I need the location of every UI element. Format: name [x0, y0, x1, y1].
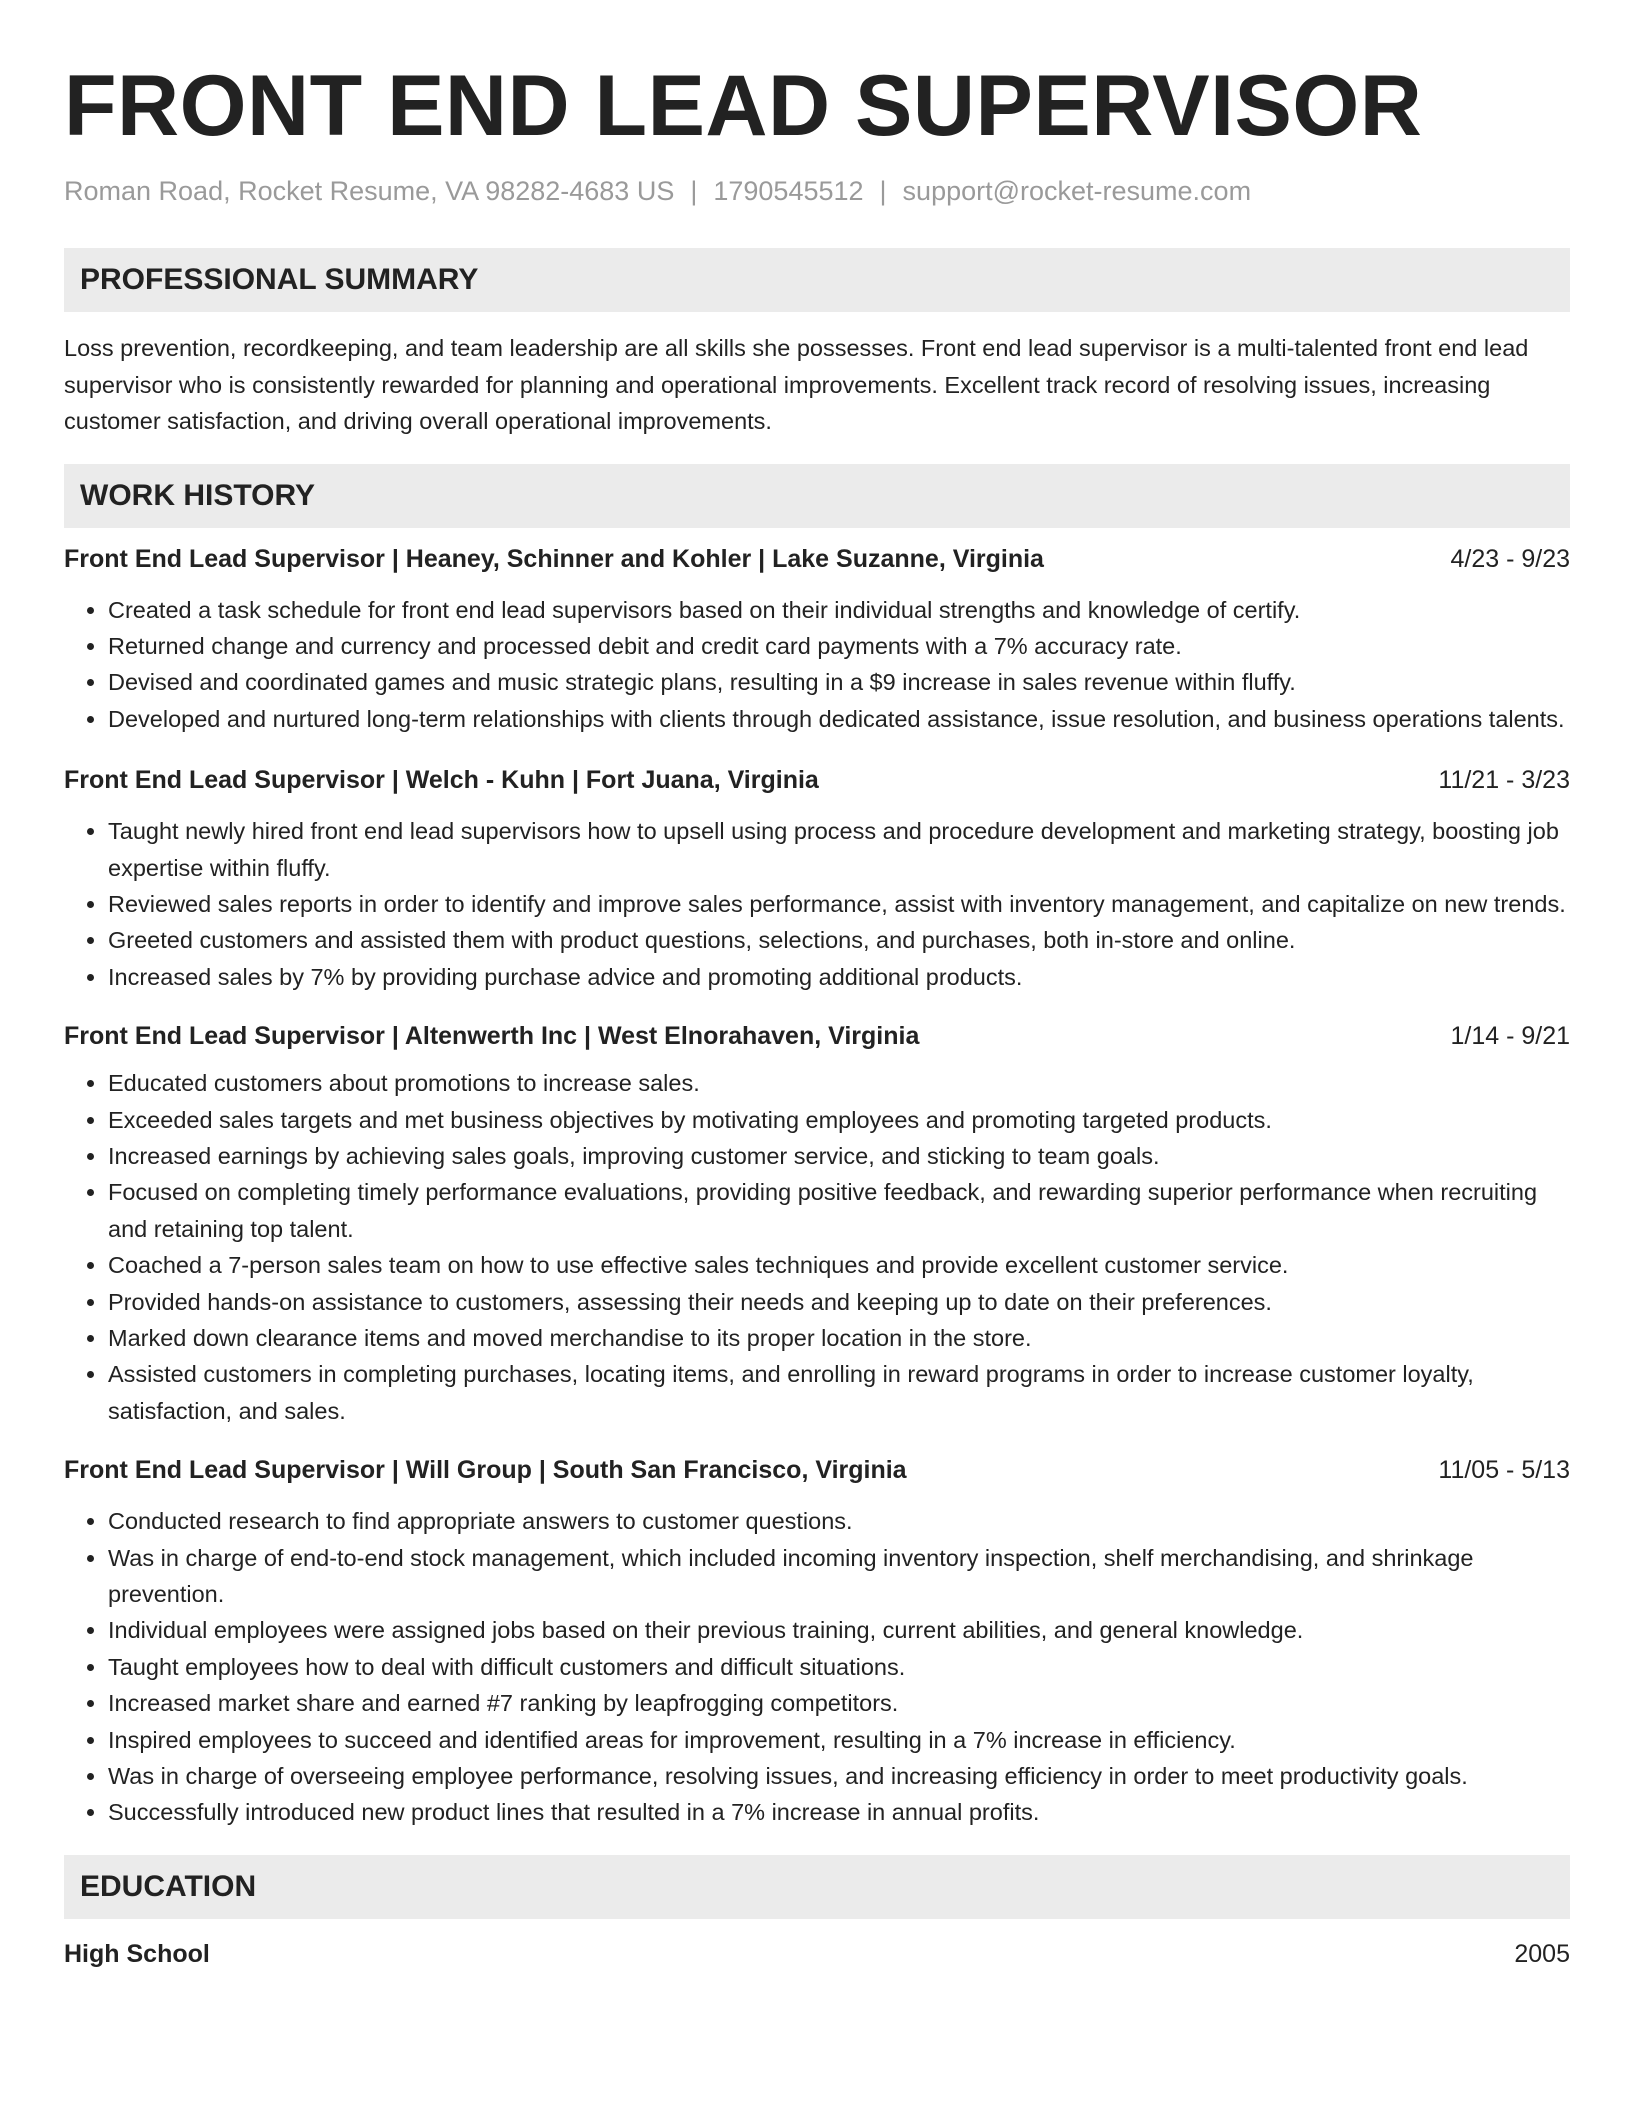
contact-email: support@rocket-resume.com [902, 176, 1252, 206]
list-item: • Conducted research to find appropriate answers to customer questions. [108, 1503, 1570, 1539]
job-title: Front End Lead Supervisor | Altenwerth Inc | West Elnorahaven, Virginia [64, 1022, 920, 1051]
list-item: • Developed and nurtured long-term relationships with clients through dedicated assistance, issue resolution, and business operations talents. [108, 701, 1570, 737]
list-item: • Was in charge of overseeing employee performance, resolving issues, and increasing efficiency in order to meet productivity goals. [108, 1758, 1570, 1794]
list-item: • Focused on completing timely performance evaluations, providing positive feedback, and rewarding superior performance when recruiting and retaining top talent. [108, 1174, 1570, 1247]
job-header [64, 542, 1570, 576]
job-dates: 11/21 - 3/23 [1438, 766, 1570, 795]
list-item: • Inspired employees to succeed and identified areas for improvement, resulting in a 7% increase in efficiency. [108, 1722, 1570, 1758]
job-header [64, 1453, 1570, 1487]
job-title: Front End Lead Supervisor | Will Group | South San Francisco, Virginia [64, 1456, 907, 1485]
job-entry [64, 542, 1570, 738]
education-entry [64, 1937, 1570, 1971]
job-title: Front End Lead Supervisor | Heaney, Schinner and Kohler | Lake Suzanne, Virginia [64, 544, 1044, 573]
list-item: • Marked down clearance items and moved merchandise to its proper location in the store. [108, 1320, 1570, 1356]
summary-text: Loss prevention, recordkeeping, and team leadership are all skills she possesses. Front end lead supervisor is a multi-talented front end lead supervisor who is consistently rewarded for planning and operational improvements. Excellent track record of resolving issues, increasing customer satisfaction, and driving overall operational improvements. [64, 335, 1529, 434]
job-header [64, 763, 1570, 797]
list-item: • Increased market share and earned #7 ranking by leapfrogging competitors. [108, 1685, 1570, 1721]
education-heading: EDUCATION [64, 1855, 1570, 1919]
job-bullets [64, 1503, 1570, 1831]
list-item: • Reviewed sales reports in order to identify and improve sales performance, assist with inventory management, and capitalize on new trends. [108, 886, 1570, 922]
job-bullets [64, 1065, 1570, 1429]
list-item: • Taught newly hired front end lead supervisors how to upsell using process and procedure development and marketing strategy, boosting job expertise within fluffy. [108, 813, 1570, 886]
list-item: • Educated customers about promotions to increase sales. [108, 1065, 1570, 1101]
list-item: • Was in charge of end-to-end stock management, which included incoming inventory inspection, shelf merchandising, and shrinkage prevention. [108, 1540, 1570, 1613]
resume-page [64, 0, 1570, 1971]
job-entry [64, 1453, 1570, 1831]
list-item: • Increased earnings by achieving sales goals, improving customer service, and sticking to team goals. [108, 1138, 1570, 1174]
list-item: • Successfully introduced new product lines that resulted in a 7% increase in annual profits. [108, 1794, 1570, 1830]
list-item: • Increased sales by 7% by providing purchase advice and promoting additional products. [108, 959, 1570, 995]
contact-address: Roman Road, Rocket Resume, VA 98282-4683 US [64, 176, 675, 206]
page-title: FRONT END LEAD SUPERVISOR [64, 58, 1423, 154]
contact-separator: | [879, 176, 887, 206]
list-item: • Provided hands-on assistance to customers, assessing their needs and keeping up to date on their preferences. [108, 1284, 1570, 1320]
job-title: Front End Lead Supervisor | Welch - Kuhn | Fort Juana, Virginia [64, 766, 819, 795]
list-item: • Assisted customers in completing purchases, locating items, and enrolling in reward programs in order to increase customer loyalty, satisfaction, and sales. [108, 1356, 1570, 1429]
job-dates: 11/05 - 5/13 [1438, 1456, 1570, 1485]
job-dates: 1/14 - 9/21 [1450, 1022, 1570, 1051]
summary-heading: PROFESSIONAL SUMMARY [64, 248, 1570, 312]
list-item: • Coached a 7-person sales team on how to use effective sales techniques and provide excellent customer service. [108, 1247, 1570, 1283]
list-item: • Exceeded sales targets and met business objectives by motivating employees and promoting targeted products. [108, 1102, 1570, 1138]
work-history-heading: WORK HISTORY [64, 464, 1570, 528]
job-bullets [64, 592, 1570, 738]
job-bullets [64, 813, 1570, 995]
job-header [64, 1019, 1570, 1053]
job-entry [64, 1019, 1570, 1429]
list-item: • Returned change and currency and processed debit and credit card payments with a 7% accuracy rate. [108, 628, 1570, 664]
contact-line [64, 174, 1570, 208]
job-dates: 4/23 - 9/23 [1450, 544, 1570, 573]
list-item: • Created a task schedule for front end lead supervisors based on their individual strengths and knowledge of certify. [108, 592, 1570, 628]
list-item: • Individual employees were assigned jobs based on their previous training, current abilities, and general knowledge. [108, 1612, 1570, 1648]
education-title: High School [64, 1939, 210, 1968]
job-entry [64, 763, 1570, 995]
list-item: • Greeted customers and assisted them with product questions, selections, and purchases, both in-store and online. [108, 922, 1570, 958]
contact-phone: 1790545512 [713, 176, 864, 206]
list-item: • Devised and coordinated games and music strategic plans, resulting in a $9 increase in sales revenue within fluffy. [108, 664, 1570, 700]
list-item: • Taught employees how to deal with difficult customers and difficult situations. [108, 1649, 1570, 1685]
education-dates: 2005 [1514, 1939, 1570, 1968]
contact-separator: | [690, 176, 698, 206]
